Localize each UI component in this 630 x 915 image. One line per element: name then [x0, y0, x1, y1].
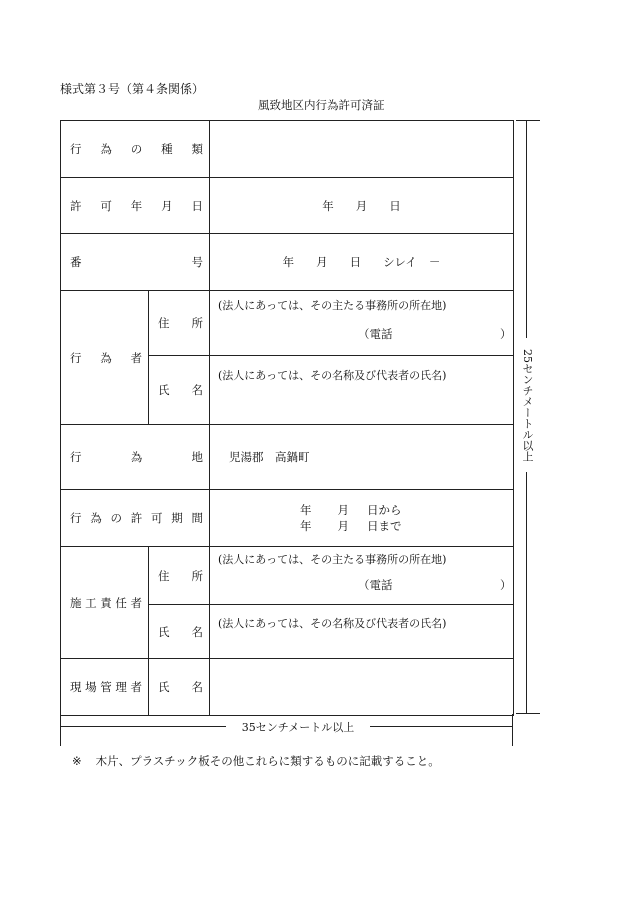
- actor-name-label: 氏 名: [149, 356, 210, 425]
- act-type-value: [210, 121, 514, 178]
- location-value: 児湯郡 高鍋町: [210, 425, 514, 490]
- row-permit-date: [61, 178, 514, 234]
- contractor-address-label: 住 所: [149, 547, 210, 605]
- width-dimension-tick-left: [60, 714, 61, 746]
- period-label: 行 為 の 許 可 期 間: [61, 490, 210, 547]
- site-manager-name-label: 氏 名: [149, 659, 210, 716]
- form-number: 様式第３号（第４条関係）: [60, 82, 205, 96]
- contractor-name-value: (法人にあっては、その名称及び代表者の氏名): [210, 605, 514, 659]
- row-number: [61, 234, 514, 291]
- width-dimension-label: 35センチメートル以上: [226, 719, 370, 735]
- row-act-type: [61, 121, 514, 178]
- height-dimension-tick-top: [516, 120, 540, 121]
- row-site-manager: [61, 659, 514, 716]
- footnote-text: 木片、プラスチック板その他これらに類するものに記載すること。: [95, 754, 440, 768]
- permit-date-label: 許 可 年 月 日: [61, 178, 210, 234]
- contractor-address-value: (法人にあっては、その主たる事務所の所在地) （電話 ）: [210, 547, 514, 605]
- permit-form-table: [60, 120, 514, 716]
- footnote-mark: ※: [72, 754, 82, 768]
- actor-label: 行 為 者: [61, 291, 149, 425]
- permit-date-value: 年 月 日: [210, 178, 514, 234]
- number-value: 年 月 日 シレイ －: [210, 234, 514, 291]
- height-dimension-label: 25センチメートル以上: [519, 338, 535, 472]
- actor-name-value: (法人にあっては、その名称及び代表者の氏名): [210, 356, 514, 425]
- period-value: 年 月 日から 年 月 日まで: [210, 490, 514, 547]
- number-label: 番 号: [61, 234, 210, 291]
- site-manager-name-value: [210, 659, 514, 716]
- actor-address-label: 住 所: [149, 291, 210, 356]
- height-dimension-tick-bottom: [516, 713, 540, 714]
- row-actor-address: [61, 291, 514, 356]
- row-location: [61, 425, 514, 490]
- contractor-label: 施 工 責 任 者: [61, 547, 149, 659]
- site-manager-label: 現 場 管 理 者: [61, 659, 149, 716]
- act-type-label: 行 為 の 種 類: [61, 121, 210, 178]
- actor-address-value: (法人にあっては、その主たる事務所の所在地) （電話 ）: [210, 291, 514, 356]
- width-dimension-tick-right: [512, 714, 513, 746]
- row-period: [61, 490, 514, 547]
- document-title: 風致地区内行為許可済証: [258, 98, 385, 112]
- footnote: [72, 753, 440, 769]
- location-label: 行 為 地: [61, 425, 210, 490]
- contractor-name-label: 氏 名: [149, 605, 210, 659]
- row-contractor-address: [61, 547, 514, 605]
